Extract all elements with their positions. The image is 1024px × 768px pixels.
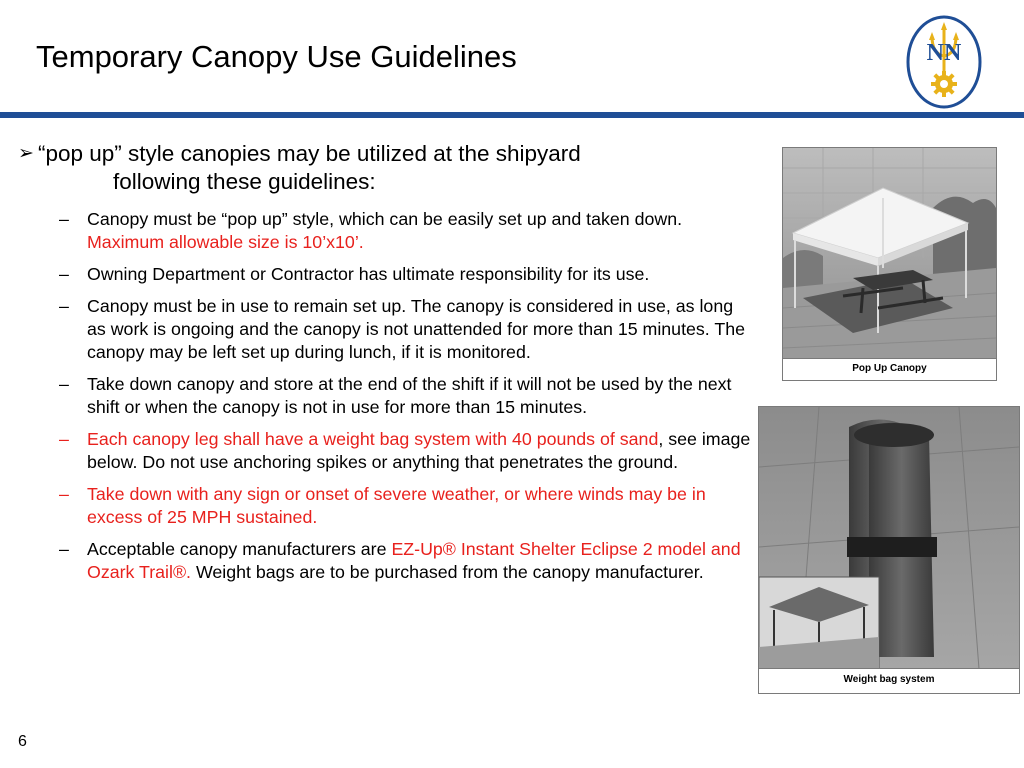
slide-title: Temporary Canopy Use Guidelines <box>36 39 517 74</box>
dash-bullet: – <box>59 374 69 394</box>
main-bullet-line2: following these guidelines: <box>113 169 376 194</box>
guideline-item <box>18 373 753 419</box>
guideline-text: , see image below. Do not use anchoring spikes or anything that penetrates the ground. <box>87 429 751 472</box>
guideline-item <box>18 295 753 364</box>
weight-bag-photo-caption: Weight bag system <box>758 668 1020 694</box>
page-number: 6 <box>18 733 27 750</box>
guideline-emphasis: Maximum allowable size is 10’x10’. <box>87 232 364 252</box>
guideline-item <box>18 538 753 584</box>
guideline-text: Canopy must be “pop up” style, which can be easily set up and taken down. <box>87 209 683 229</box>
dash-bullet: – <box>59 539 69 559</box>
canopy-photo-caption: Pop Up Canopy <box>782 358 997 381</box>
guideline-item <box>18 428 753 474</box>
pop-up-canopy-photo <box>782 147 997 360</box>
slide-body <box>18 140 753 584</box>
company-logo <box>905 14 983 110</box>
guideline-text: Owning Department or Contractor has ultimate responsibility for its use. <box>87 264 650 284</box>
dash-bullet: – <box>59 209 69 229</box>
guideline-text: Take down canopy and store at the end of the shift if it will not be used by the next shift or when the canopy is not in use for more than 15 minutes. <box>87 374 732 417</box>
main-bullet <box>18 140 753 196</box>
guideline-text: Canopy must be in use to remain set up. The canopy is considered in use, as long as work is ongoing and the canopy is not unattended for more than 15 minutes. The canopy may be left set up during lunch, if it is monitored. <box>87 296 745 362</box>
guideline-emphasis: Take down with any sign or onset of severe weather, or where winds may be in excess of 25 MPH sustained. <box>87 484 706 527</box>
guideline-text: Acceptable canopy manufacturers are <box>87 539 392 559</box>
dash-bullet: – <box>59 296 69 316</box>
guideline-emphasis: Each canopy leg shall have a weight bag system with 40 pounds of sand <box>87 429 659 449</box>
dash-bullet: – <box>59 264 69 284</box>
svg-text:NN: NN <box>926 40 962 66</box>
weight-bag-photo <box>758 406 1020 670</box>
guideline-item <box>18 483 753 529</box>
guideline-item <box>18 263 753 286</box>
guideline-text: Weight bags are to be purchased from the canopy manufacturer. <box>191 562 704 582</box>
header-divider <box>0 112 1024 118</box>
dash-bullet: – <box>59 484 69 504</box>
guideline-emphasis: EZ-Up® Instant Shelter Eclipse 2 model and Ozark Trail®. <box>87 539 741 582</box>
main-bullet-line1: “pop up” style canopies may be utilized at the shipyard <box>38 141 581 166</box>
dash-bullet: – <box>59 429 69 449</box>
guideline-item <box>18 208 753 254</box>
arrow-bullet-icon: ➢ <box>18 143 34 164</box>
